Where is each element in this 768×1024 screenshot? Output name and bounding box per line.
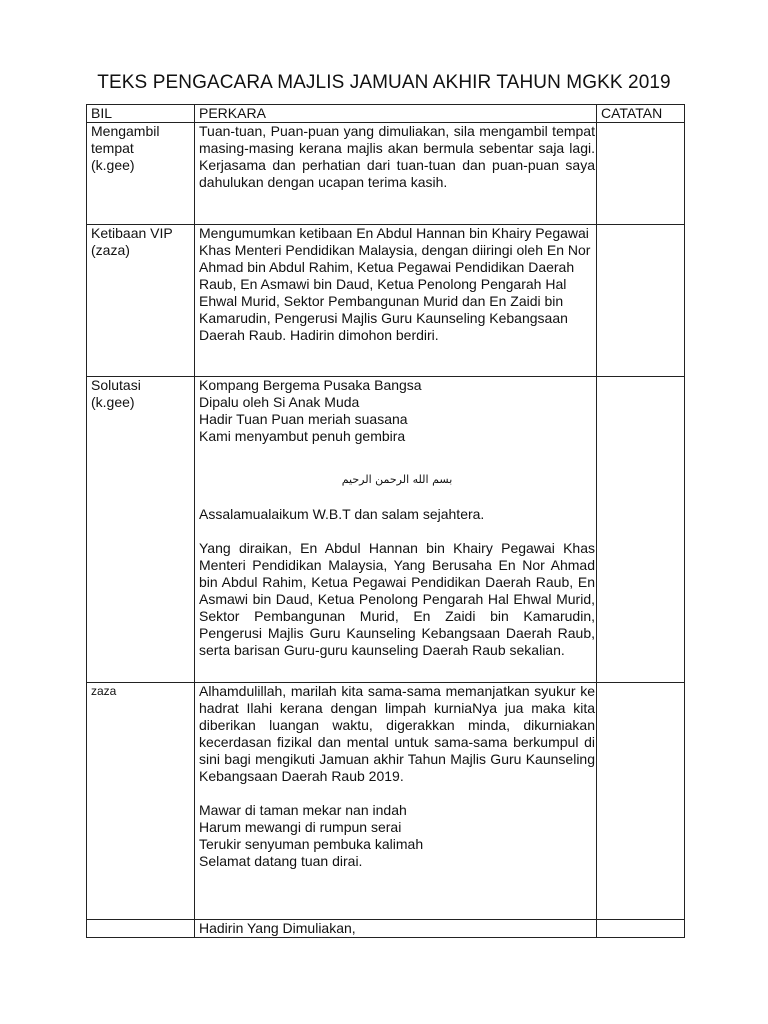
table-row [87,683,685,920]
bil-cell [87,225,195,377]
perkara-cell [195,683,597,920]
document-title: TEKS PENGACARA MAJLIS JAMUAN AKHIR TAHUN MGKK 2019 [97,72,671,93]
perkara-paragraph: Mengumumkan ketibaan En Abdul Hannan bin Khairy Pegawai Khas Menteri Pendidikan Malaysia, dengan diiringi oleh En Nor Ahmad bin Abdul Rahim, Ketua Pegawai Pendidikan Daerah Raub, En Asmawi bin Daud, Ketua Penolong Pengarah Hal Ehwal Murid, Sektor Pembangunan Murid dan En Zaidi bin Kamarudin, Pengerusi Majlis Guru Kaunseling Kebangsaan Daerah Raub. Hadirin dimohon berdiri. [199,225,591,343]
perkara-cell [195,377,597,683]
bil-cell [87,377,195,683]
table-row [87,377,685,683]
pantun-line: Terukir senyuman pembuka kalimah [199,836,424,852]
table-row [87,920,685,938]
bil-line: tempat [91,140,134,156]
perkara-cell [195,225,597,377]
pantun-line: Hadir Tuan Puan meriah suasana [199,411,408,427]
address-paragraph: Yang diraikan, En Abdul Hannan bin Khairy Pegawai Khas Menteri Pendidikan Malaysia, Yang Berusaha En Nor Ahmad bin Abdul Rahim, Ketua Pegawai Pendidikan Daerah Raub, En Asmawi bin Daud, Ketua Penolong Pengarah Hal Ehwal Murid, Sektor Pembangunan Murid, En Zaidi bin Kamarudin, Pengerusi Majlis Guru Kaunseling Kebangsaan Daerah Raub, serta barisan Guru-guru kaunseling Daerah Raub sekalian. [199,540,595,658]
perkara-cell [195,123,597,225]
basmalah-text: بسم الله الرحمن الرحيم [341,473,453,486]
pantun-line: Kami menyambut penuh gembira [199,428,406,444]
bil-line: (k.gee) [91,157,135,173]
catatan-cell [597,683,685,920]
bil-cell [87,683,195,920]
catatan-cell [597,920,685,938]
catatan-cell [597,225,685,377]
table-row [87,225,685,377]
table-row [87,123,685,225]
bil-cell [87,920,195,938]
perkara-paragraph: Tuan-tuan, Puan-puan yang dimuliakan, sila mengambil tempat masing-masing kerana majlis akan bermula sebentar saja lagi. Kerjasama dan perhatian dari tuan-tuan dan puan-puan saya dahulukan dengan ucapan terima kasih. [199,123,595,190]
header-row [87,105,685,123]
pantun-line: Dipalu oleh Si Anak Muda [199,394,360,410]
perkara-paragraph: Alhamdulillah, marilah kita sama-sama memanjatkan syukur ke hadrat Ilahi kerana dengan limpah kurniaNya jua maka kita diberikan luangan waktu, digerakkan minda, dikurniakan kecerdasan fizikal dan mental untuk sama-sama berkumpul di sini bagi mengikuti Jamuan akhir Tahun Majlis Guru Kaunseling Kebangsaan Daerah Raub 2019. [199,683,595,784]
bil-cell [87,123,195,225]
bil-line: (zaza) [91,242,130,258]
greeting-text: Assalamualaikum W.B.T dan salam sejahtera. [199,506,485,522]
script-table [86,104,685,938]
pantun-line: Mawar di taman mekar nan indah [199,802,407,818]
bil-line: Solutasi [91,377,141,393]
bil-line: Mengambil [91,123,160,139]
pantun-line: Selamat datang tuan dirai. [199,853,363,869]
header-bil: BIL [87,105,195,123]
pantun-line: Kompang Bergema Pusaka Bangsa [199,377,422,393]
perkara-paragraph: Hadirin Yang Dimuliakan, [199,920,356,936]
bil-line: Ketibaan VIP [91,225,173,241]
bil-line: (k.gee) [91,394,135,410]
perkara-cell [195,920,597,938]
header-perkara: PERKARA [195,105,597,123]
bil-line: zaza [91,684,117,698]
pantun-line: Harum mewangi di rumpun serai [199,819,402,835]
catatan-cell [597,377,685,683]
catatan-cell [597,123,685,225]
header-catatan: CATATAN [597,105,685,123]
